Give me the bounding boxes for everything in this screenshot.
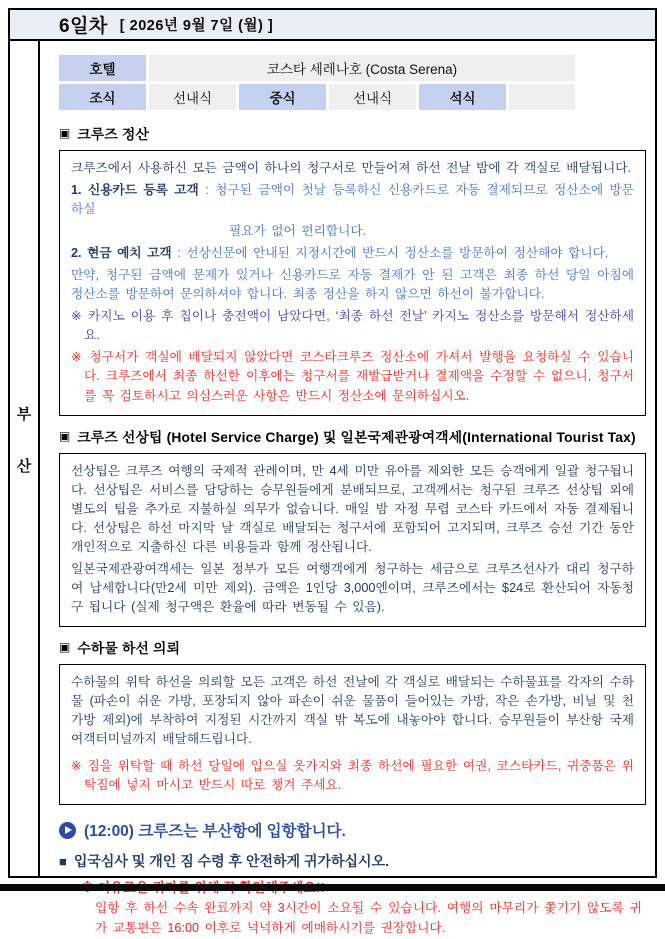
baggage-note: ※ 짐을 위탁할 때 하선 당일에 입으실 옷가지와 최종 하선에 필요한 여권, 코스타카드, 귀중품은 위탁짐에 넣지 마시고 반드시 따로 챙겨 주세요. [71, 759, 634, 793]
port-char-1: 부 [16, 406, 32, 423]
settlement-item2-lead: 2. 현금 예치 고객 [71, 246, 172, 261]
closing-notice-body: 입항 후 하선 수속 완료까지 약 3시간이 소요될 수 있습니다. 여행의 마무리가 쫓기기 않도록 귀가 교통편은 16:00 이후로 넉넉하게 예매하시기를 권장합니다. [95, 901, 642, 935]
settlement-item2 [71, 244, 634, 263]
page-frame [8, 8, 657, 935]
square-bullet-icon: ▣ [59, 428, 71, 443]
tips-paragraph: 선상팁은 크루즈 여행의 국제적 관례이며, 만 4세 미만 유아를 제외한 모든 승객에게 일괄 청구됩니다. 선상팁은 서비스를 담당하는 승무원들에게 분배되므로, 고객께서는 청구된 크루즈 선상팁 외에 별도의 팁을 추가로 지불하실 의무가 없습니다. 매일 밤 자정 무렵 코스타 카드에서 자동 결제됩니다. 선상팁은 하선 마지막 날 객실로 배달되는 청구서에 포함되어 고지되며, 크루즈 승선 기간 동안 개인적으로 지출하신 다른 비용들과 함께 정산됩니다. [71, 463, 634, 554]
solid-square-icon: ■ [59, 853, 67, 869]
dinner-label-cell: 석식 [419, 84, 506, 110]
day-header [10, 10, 655, 41]
circle-arrow-icon [59, 822, 76, 839]
settlement-item1-lead: 1. 신용카드 등록 고객 [71, 183, 199, 198]
square-bullet-icon: ▣ [59, 639, 71, 654]
date-label: [ 2026년 9월 7일 (월) ] [119, 18, 274, 34]
settlement-item1-body2: 필요가 없어 편리합니다. [229, 224, 367, 239]
arrival-line [59, 819, 646, 841]
hotel-label-cell: 호텔 [59, 55, 146, 81]
section-title-baggage [59, 637, 646, 657]
section-title-tips-tax [59, 426, 646, 446]
square-bullet-icon: ▣ [59, 126, 71, 140]
hotel-value-cell: 코스타 세레나호 (Costa Serena) [149, 55, 575, 81]
closing-title-line [59, 851, 646, 871]
port-sidebar [10, 41, 40, 878]
meals-row [59, 84, 575, 110]
arrival-text: (12:00) 크루즈는 부산항에 입항합니다. [84, 823, 346, 841]
baggage-paragraph: 수하물의 위탁 하선을 의뢰할 모든 고객은 하선 전날에 각 객실로 배달되는 수하물표를 각자의 수하물 (파손이 쉬운 가방, 포장되지 않아 파손이 쉬운 물품이 들어있는 가방, 작은 손가방, 비닐 및 천 가방 제외)에 부착하여 지정된 시간까지 객실 밖 복도에 내놓아야 합니다. 승무원들이 부산항 국제여객터미널까지 배달해드립니다. [71, 674, 634, 747]
settlement-casino-note: ※ 카지노 이용 후 칩이나 충전액이 남았다면, ‘최종 하선 전날’ 카지노 정산소를 방문해서 정산하세요. [71, 309, 634, 343]
settlement-caution: 만약, 청구된 금액에 문제가 있거나 신용카드로 자동 결제가 안 된 고객은 최종 하선 당일 아침에 정산소를 방문하여 문의하셔야 합니다. 최종 정산을 하지 않으면 하선이 불가합니다. [71, 268, 634, 302]
breakfast-label-cell: 조식 [59, 84, 146, 110]
lunch-value-cell: 선내식 [329, 84, 416, 110]
section-title-settlement [59, 123, 646, 143]
breakfast-value-cell: 선내식 [149, 84, 236, 110]
baggage-title: 수하물 하선 의뢰 [77, 640, 181, 656]
closing-title: 입국심사 및 개인 짐 수령 후 안전하게 귀가하십시오. [73, 853, 389, 870]
settlement-item1 [71, 181, 634, 219]
tips-tax-box [59, 453, 646, 627]
lunch-label-cell: 중식 [239, 84, 326, 110]
settlement-item1-body: : 청구된 금액이 첫날 등록하신 신용카드로 자동 결제되므로 정산소에 방문하실 [71, 183, 634, 217]
settlement-item2-body: : 선상신문에 안내된 지정시간에 반드시 정산소를 방문하여 정산해야 합니다. [171, 246, 609, 261]
tips-tax-title: 크루즈 선상팁 (Hotel Service Charge) 및 일본국제관광여객세(International Tourist Tax) [77, 429, 636, 445]
port-char-2: 산 [16, 458, 32, 475]
day-label: 6일차 [59, 16, 108, 37]
settlement-box [59, 150, 646, 416]
page-bottom-rule [0, 884, 665, 891]
settlement-invoice-note: ※ 청구서가 객실에 배달되지 않았다면 코스타크루즈 정산소에 가셔서 발행을 요청하실 수 있습니다. 크루즈에서 최종 하선한 이후에는 청구서를 재발급받거나 결제액을 수정할 수 없으니, 청구서를 꼭 검토하시고 의심스러운 사항은 반드시 정산소에 문의하십시오. [71, 350, 634, 403]
hotel-row [59, 55, 575, 81]
main-content [40, 41, 655, 935]
settlement-intro: 크루즈에서 사용하신 모든 금액이 하나의 청구서로 만들어져 하선 전날 밤에 각 객실로 배달됩니다. [71, 161, 632, 175]
dinner-value-cell [509, 84, 575, 110]
body-row [10, 41, 655, 935]
baggage-box [59, 664, 646, 805]
settlement-title: 크루즈 정산 [77, 127, 150, 142]
meal-table [59, 55, 575, 110]
tourist-tax-paragraph: 일본국제관광여객세는 일본 정부가 모든 여행객에게 청구하는 세금으로 크루즈선사가 대리 청구하여 납세합니다(만2세 미만 제외). 금액은 1인당 3,000엔이며, 크루즈에서는 $24로 환산되어 자동청구 됩니다 (실제 청구액은 환율에 따라 변동될 수 있음). [71, 561, 634, 614]
